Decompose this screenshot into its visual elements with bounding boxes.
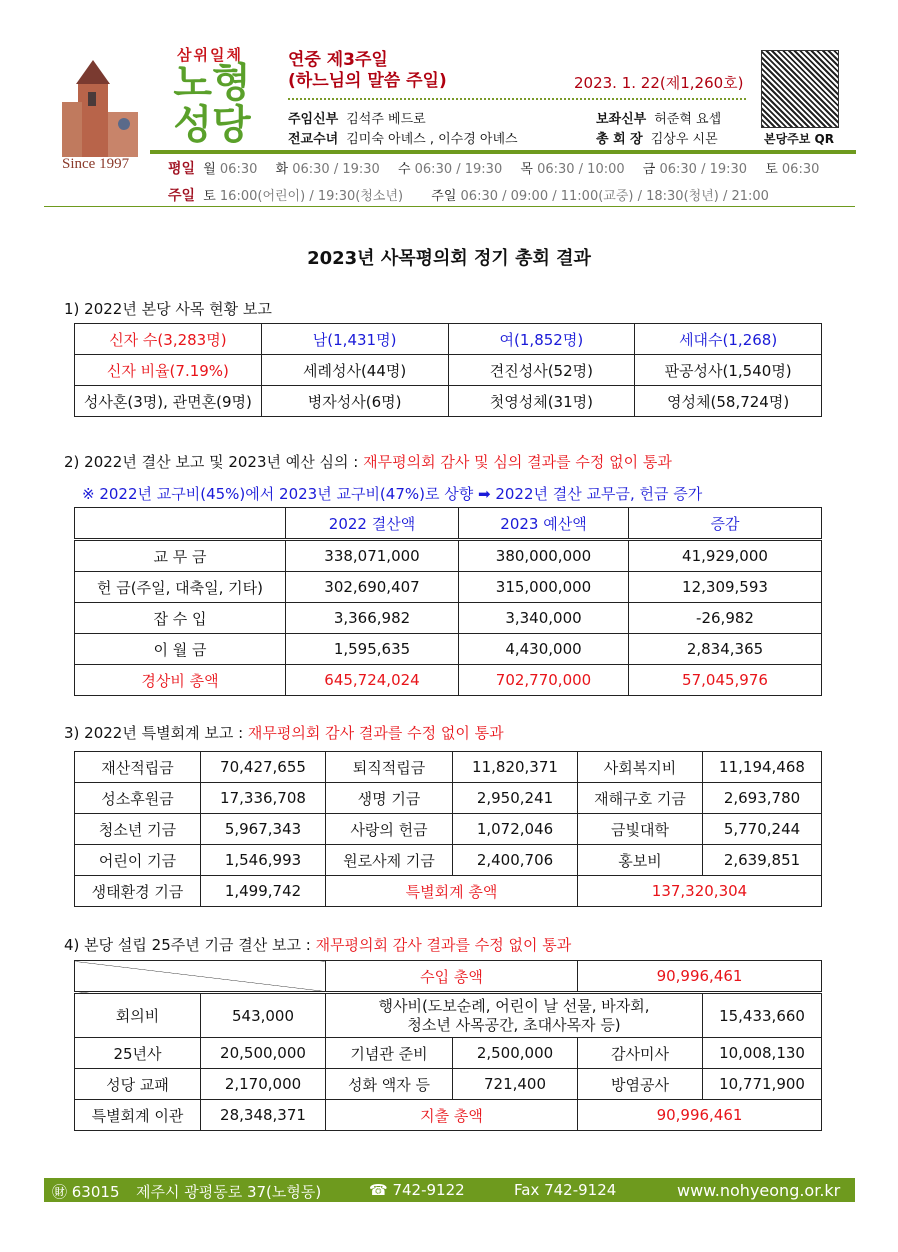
table-cell: 금빛대학 <box>578 814 703 845</box>
table-row <box>75 876 822 907</box>
role-assistant: 보좌신부 허준혁 요셉 <box>596 112 722 127</box>
table-cell: 병자성사(6명) <box>261 386 448 417</box>
table-cell: 회의비 <box>75 993 201 1038</box>
table-row <box>75 814 822 845</box>
table-cell: 방염공사 <box>578 1069 703 1100</box>
table-cell: 3,340,000 <box>459 603 629 634</box>
table-cell: 견진성사(52명) <box>448 355 635 386</box>
section-4-heading: 4) 본당 설립 25주년 기금 결산 보고 : 재무평의회 감사 결과를 수정 없이 통과 <box>64 936 572 954</box>
table-cell: 2,639,851 <box>703 845 822 876</box>
table-cell: 2,400,706 <box>453 845 578 876</box>
section-2-heading: 2) 2022년 결산 보고 및 2023년 예산 심의 : 재무평의회 감사 및 심의 결과를 수정 없이 통과 <box>64 453 672 471</box>
table-cell: -26,982 <box>629 603 822 634</box>
table-row <box>75 634 822 665</box>
table-cell: 원로사제 기금 <box>326 845 453 876</box>
table-cell: 수입 총액 <box>326 961 578 993</box>
table-cell: 남(1,431명) <box>261 324 448 355</box>
table-row <box>75 845 822 876</box>
table-cell: 성사혼(3명), 관면혼(9명) <box>75 386 262 417</box>
table-cell: 기념관 준비 <box>326 1038 453 1069</box>
table-row <box>75 540 822 572</box>
liturgy-title: 연중 제3주일 (하느님의 말씀 주일) <box>288 50 447 91</box>
table-cell: 41,929,000 <box>629 540 822 572</box>
table-cell: 잡 수 입 <box>75 603 286 634</box>
table-row <box>75 324 822 355</box>
table-cell: 사랑의 헌금 <box>326 814 453 845</box>
table-cell: 2,834,365 <box>629 634 822 665</box>
zip-code: ㊖ 63015 <box>52 1183 120 1201</box>
footer-bar <box>44 1178 855 1202</box>
table-row <box>75 993 822 1038</box>
table-cell: 302,690,407 <box>286 572 459 603</box>
pastoral-status-table <box>74 323 822 417</box>
table-cell: 15,433,660 <box>703 993 822 1038</box>
table-cell: 재해구호 기금 <box>578 783 703 814</box>
address: 제주시 광평동로 37(노형동) <box>136 1183 322 1201</box>
table-cell: 28,348,371 <box>201 1100 326 1131</box>
table-cell: 경상비 총액 <box>75 665 286 696</box>
table-cell: 12,309,593 <box>629 572 822 603</box>
table-row <box>75 603 822 634</box>
budget-table <box>74 507 822 696</box>
table-cell: 세대수(1,268) <box>635 324 822 355</box>
table-cell <box>75 508 286 540</box>
table-cell: 10,771,900 <box>703 1069 822 1100</box>
table-row <box>75 1038 822 1069</box>
header-bar <box>150 150 856 154</box>
table-cell: 지출 총액 <box>326 1100 578 1131</box>
table-cell: 2022 결산액 <box>286 508 459 540</box>
total-row <box>75 665 822 696</box>
table-cell: 11,820,371 <box>453 752 578 783</box>
table-cell: 성소후원금 <box>75 783 201 814</box>
table-cell: 특별회계 이관 <box>75 1100 201 1131</box>
table-cell: 영성체(58,724명) <box>635 386 822 417</box>
table-row <box>75 1100 822 1131</box>
table-cell: 380,000,000 <box>459 540 629 572</box>
table-cell: 증감 <box>629 508 822 540</box>
table-cell: 1,499,742 <box>201 876 326 907</box>
table-cell: 315,000,000 <box>459 572 629 603</box>
table-cell: 137,320,304 <box>578 876 822 907</box>
table-cell: 성당 교패 <box>75 1069 201 1100</box>
table-row <box>75 572 822 603</box>
table-row <box>75 355 822 386</box>
table-cell: 여(1,852명) <box>448 324 635 355</box>
table-cell: 11,194,468 <box>703 752 822 783</box>
qr-code[interactable] <box>761 50 839 128</box>
sunday-schedule: 주일 토 16:00(어린이) / 19:30(청소년) 주일 06:30 / 09:00 / 11:00(교중) / 18:30(청년) / 21:00 <box>168 188 769 204</box>
role-president: 총 회 장 김상우 시몬 <box>596 132 718 147</box>
table-cell: 25년사 <box>75 1038 201 1069</box>
table-cell: 2,693,780 <box>703 783 822 814</box>
table-cell: 3,366,982 <box>286 603 459 634</box>
table-cell: 청소년 기금 <box>75 814 201 845</box>
table-cell: 57,045,976 <box>629 665 822 696</box>
table-cell: 신자 비율(7.19%) <box>75 355 262 386</box>
table-cell: 2023 예산액 <box>459 508 629 540</box>
table-cell: 543,000 <box>201 993 326 1038</box>
table-cell: 338,071,000 <box>286 540 459 572</box>
table-cell: 퇴직적립금 <box>326 752 453 783</box>
diagonal-cell <box>75 961 326 993</box>
section-1-heading: 1) 2022년 본당 사목 현황 보고 <box>64 300 272 318</box>
table-cell: 성화 액자 등 <box>326 1069 453 1100</box>
table-cell: 이 월 금 <box>75 634 286 665</box>
table-cell: 교 무 금 <box>75 540 286 572</box>
special-account-table <box>74 751 822 907</box>
table-cell: 판공성사(1,540명) <box>635 355 822 386</box>
table-cell: 5,967,343 <box>201 814 326 845</box>
anniversary-fund-table <box>74 960 822 1131</box>
table-header <box>75 508 822 540</box>
table-cell: 홍보비 <box>578 845 703 876</box>
table-cell: 첫영성체(31명) <box>448 386 635 417</box>
table-row <box>75 1069 822 1100</box>
table-cell: 1,595,635 <box>286 634 459 665</box>
table-cell: 17,336,708 <box>201 783 326 814</box>
section-3-heading: 3) 2022년 특별회계 보고 : 재무평의회 감사 결과를 수정 없이 통과 <box>64 724 504 742</box>
table-cell: 생태환경 기금 <box>75 876 201 907</box>
fax: Fax 742-9124 <box>514 1181 617 1199</box>
table-cell: 90,996,461 <box>578 1100 822 1131</box>
table-cell: 세례성사(44명) <box>261 355 448 386</box>
table-cell: 645,724,024 <box>286 665 459 696</box>
table-cell: 70,427,655 <box>201 752 326 783</box>
table-cell: 10,008,130 <box>703 1038 822 1069</box>
table-cell: 2,950,241 <box>453 783 578 814</box>
table-row <box>75 386 822 417</box>
parish-logo: 노형성당 <box>173 60 251 148</box>
table-cell: 특별회계 총액 <box>326 876 578 907</box>
table-cell: 1,546,993 <box>201 845 326 876</box>
table-cell: 감사미사 <box>578 1038 703 1069</box>
table-cell: 2,170,000 <box>201 1069 326 1100</box>
role-sister: 전교수녀 김미숙 아녜스 , 이수경 아녜스 <box>288 132 518 147</box>
table-cell: 사회복지비 <box>578 752 703 783</box>
table-cell: 5,770,244 <box>703 814 822 845</box>
phone: ☎ 742-9122 <box>369 1181 465 1199</box>
table-cell: 생명 기금 <box>326 783 453 814</box>
header-divider <box>44 206 855 207</box>
website-link[interactable]: www.nohyeong.or.kr <box>677 1181 841 1200</box>
table-cell: 1,072,046 <box>453 814 578 845</box>
table-cell: 신자 수(3,283명) <box>75 324 262 355</box>
weekday-schedule: 평일 월 06:30 화 06:30 / 19:30 수 06:30 / 19:30 목 06:30 / 10:00 금 06:30 / 19:30 토 06:30 <box>168 161 820 177</box>
page-title: 2023년 사목평의회 정기 총회 결과 <box>307 248 591 269</box>
table-cell: 2,500,000 <box>453 1038 578 1069</box>
table-cell: 702,770,000 <box>459 665 629 696</box>
table-row <box>75 783 822 814</box>
table-cell: 20,500,000 <box>201 1038 326 1069</box>
since-label: Since 1997 <box>62 156 130 172</box>
table-cell: 재산적립금 <box>75 752 201 783</box>
section-2-note: ※ 2022년 교구비(45%)에서 2023년 교구비(47%)로 상향 ➡ 2022년 결산 교무금, 헌금 증가 <box>82 485 703 503</box>
table-cell: 행사비(도보순례, 어린이 날 선물, 바자회, 청소년 사목공간, 초대사목자 등) <box>326 993 703 1038</box>
role-pastor: 주임신부 김석주 베드로 <box>288 112 426 127</box>
church-illustration <box>50 52 150 157</box>
table-cell: 4,430,000 <box>459 634 629 665</box>
table-cell: 헌 금(주일, 대축일, 기타) <box>75 572 286 603</box>
dotted-divider <box>288 98 746 100</box>
table-row <box>75 752 822 783</box>
table-cell: 721,400 <box>453 1069 578 1100</box>
table-cell: 어린이 기금 <box>75 845 201 876</box>
issue-date: 2023. 1. 22(제1,260호) <box>574 74 744 92</box>
table-cell: 90,996,461 <box>578 961 822 993</box>
qr-label: 본당주보 QR <box>764 132 834 146</box>
income-row <box>75 961 822 993</box>
motto: 삼위일체 <box>177 46 243 64</box>
